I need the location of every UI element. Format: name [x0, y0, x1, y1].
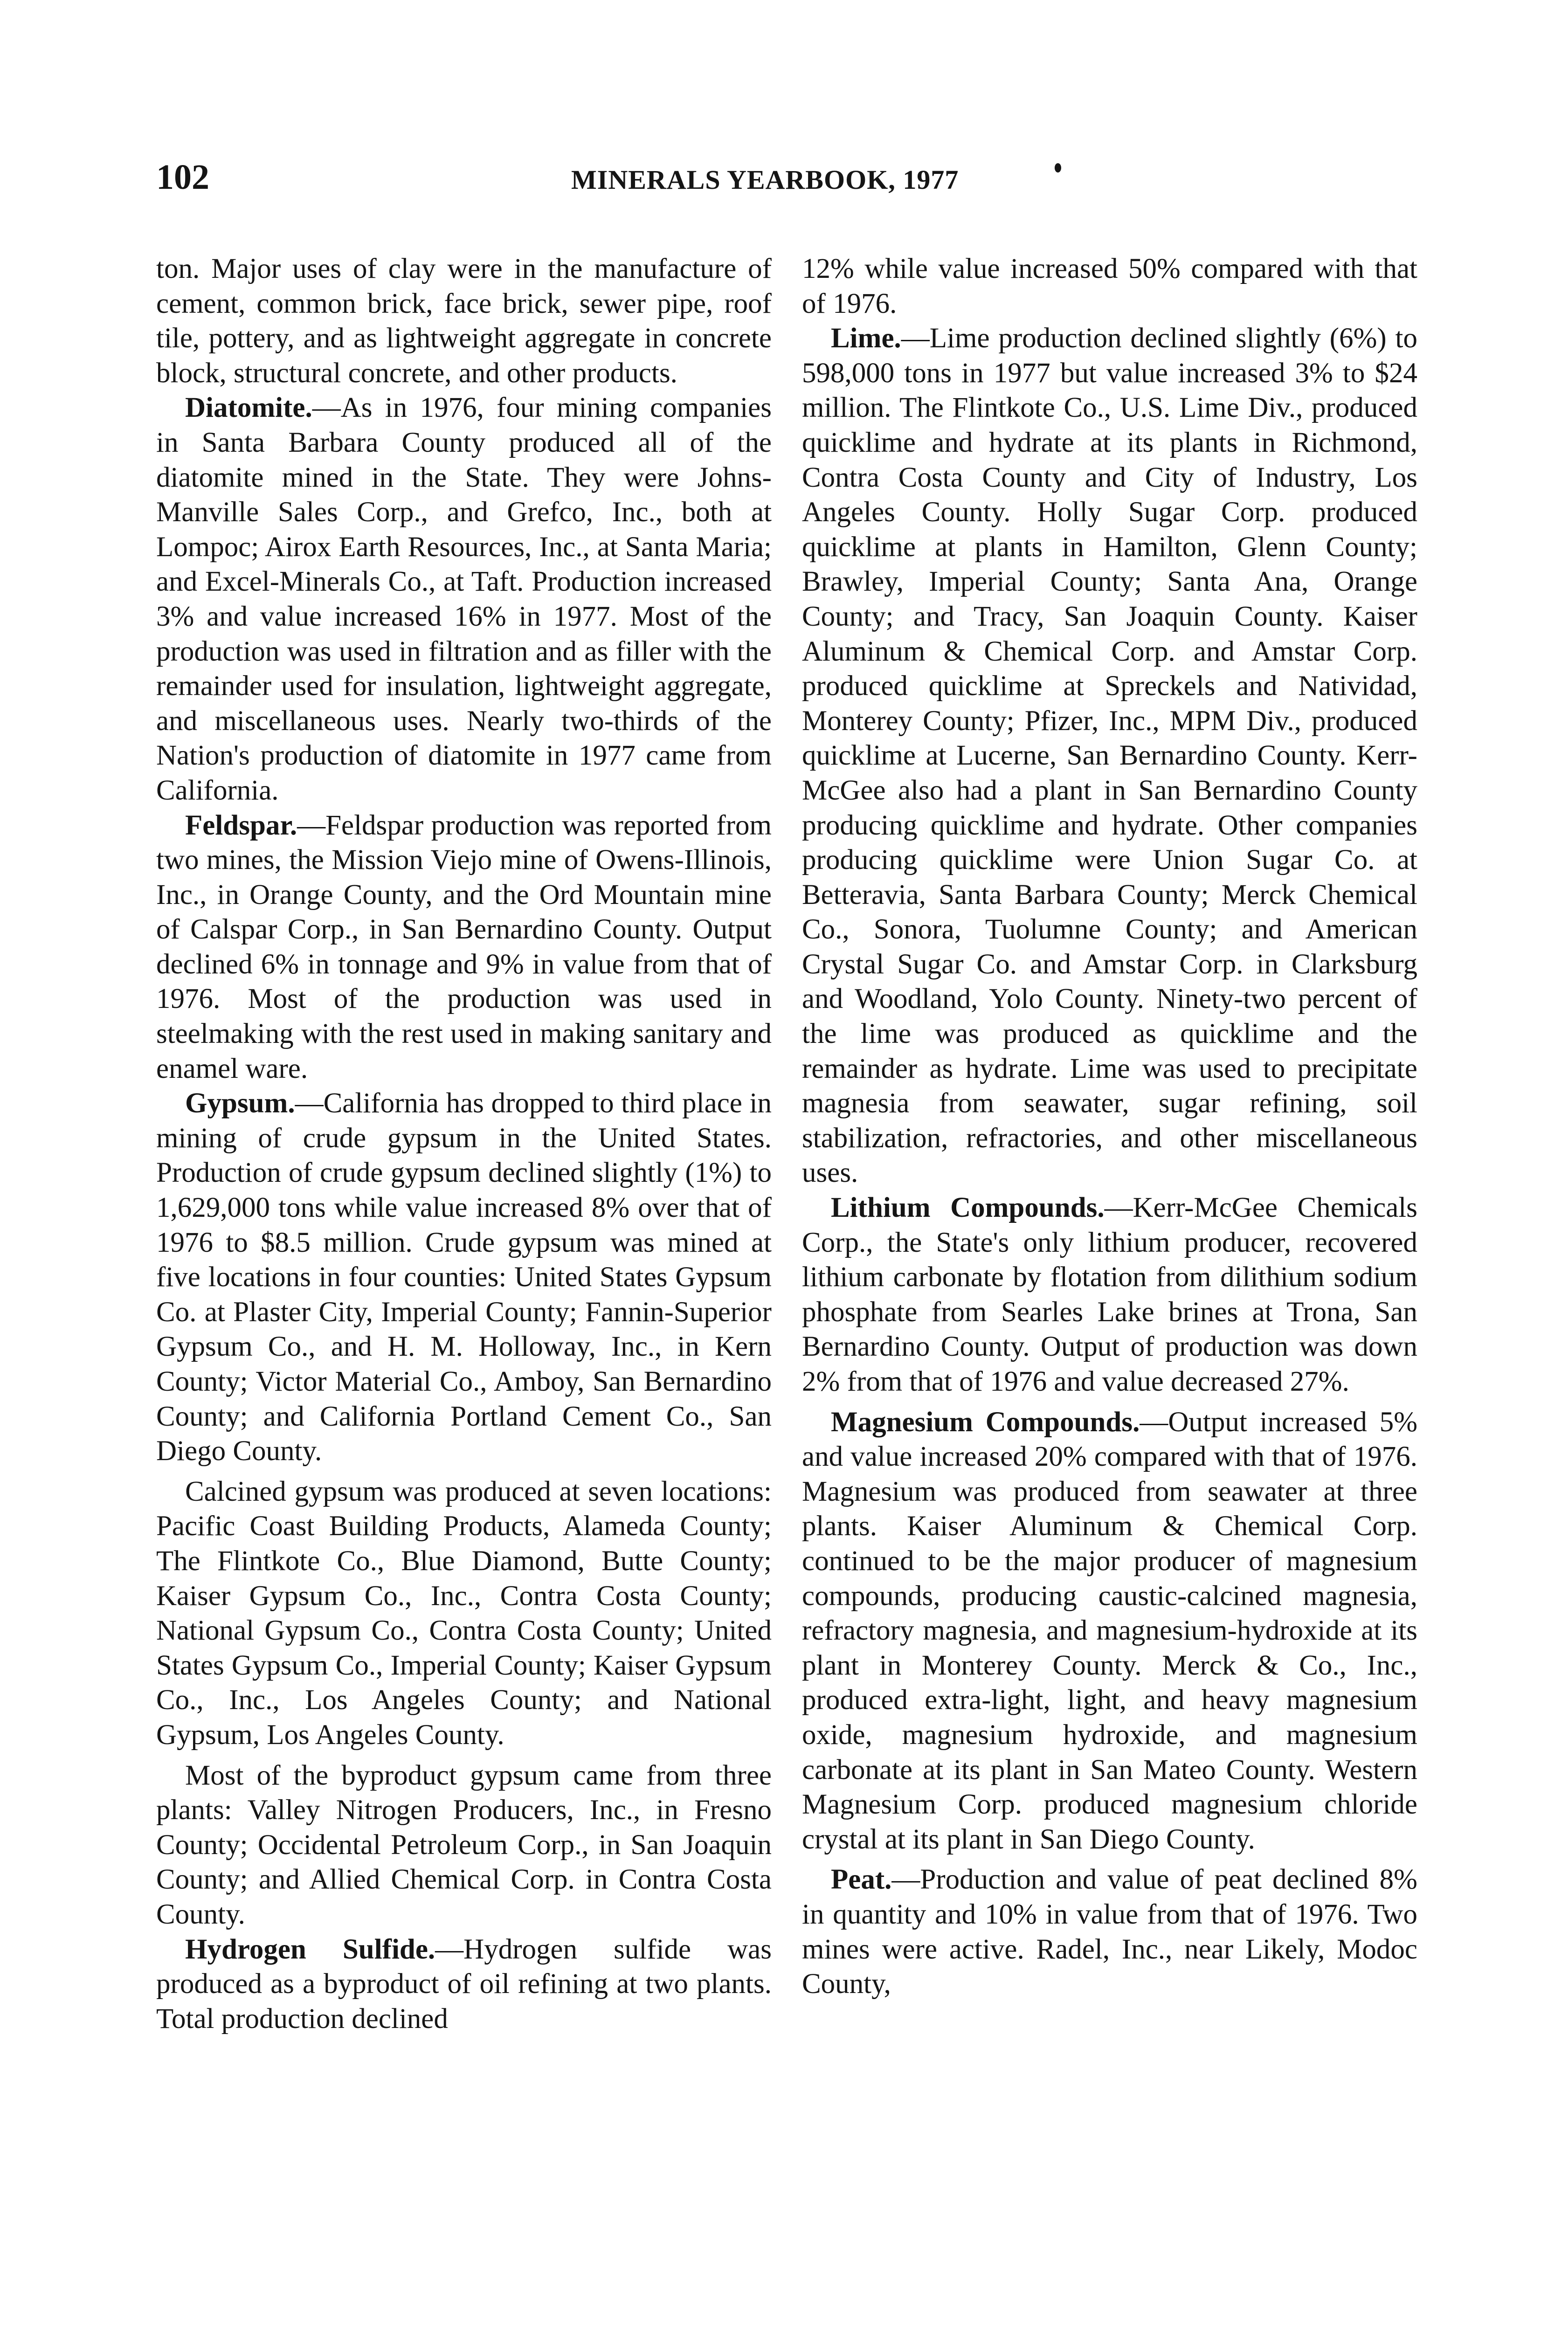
right-column: [802, 252, 1417, 2002]
paragraph-text: 12% while value increased 50% compared with that of 1976.: [802, 253, 1417, 319]
paragraph-text: —California has dropped to third place in mining of crude gypsum in the United States. Production of crude gypsum declined slightly (1%) to 1,629,000 tons while value increased 8% over that of 1976 to $8.5 million. Crude gypsum was mined at five locations in four counties: United States Gypsum Co. at Plaster City, Imperial County; Fannin-Superior Gypsum Co., and H. M. Holloway, Inc., in Kern County; Victor Material Co., Amboy, San Bernardino County; and California Portland Cement Co., San Diego County.: [156, 1088, 772, 1467]
paragraph-diatomite: [156, 391, 772, 808]
paragraph-lime: [802, 321, 1417, 1191]
paragraph-hydrogen-sulfide: [156, 1932, 772, 2037]
paragraph-text: —Production and value of peat declined 8% in quantity and 10% in value from that of 1976. Two mines were active. Radel, Inc., near Likely, Modoc County,: [802, 1864, 1417, 2000]
section-title-magnesium-compounds: Magnesium Compounds.: [831, 1406, 1140, 1438]
paragraph-byproduct-gypsum: [156, 1759, 772, 1932]
paragraph-peat: [802, 1862, 1417, 2001]
section-title-diatomite: Diatomite.: [185, 392, 312, 424]
paragraph-text: —Output increased 5% and value increased 20% compared with that of 1976. Magnesium was produced from seawater at three plants. Kaiser Aluminum & Chemical Corp. continued to be the major producer of magnesium compounds, producing caustic-calcined magnesia, refractory magnesia, and magnesium-hydroxide at its plant in Monterey County. Merck & Co., Inc., produced extra-light, light, and heavy magnesium oxide, magnesium hydroxide, and magnesium carbonate at its plant in San Mateo County. Western Magnesium Corp. produced magnesium chloride crystal at its plant in San Diego County.: [802, 1406, 1418, 1855]
running-title: MINERALS YEARBOOK, 1977: [571, 165, 959, 195]
left-column: [156, 252, 772, 2036]
paragraph-text: —As in 1976, four mining companies in Santa Barbara County produced all of the diatomite mined in the State. They were Johns-Manville Sales Corp., and Grefco, Inc., both at Lompoc; Airox Earth Resources, Inc., at Santa Maria; and Excel-Minerals Co., at Taft. Production increased 3% and value increased 16% in 1977. Most of the production was used in filtration and as filler with the remainder used for insulation, lightweight aggregate, and miscellaneous uses. Nearly two-thirds of the Nation's production of diatomite in 1977 came from California.: [156, 392, 772, 806]
paragraph-feldspar: [156, 808, 772, 1087]
paragraph-clay-continued: [156, 252, 772, 391]
section-title-lime: Lime.: [831, 323, 901, 354]
paragraph-text: —Lime production declined slightly (6%) to 598,000 tons in 1977 but value increased 3% to $24 million. The Flintkote Co., U.S. Lime Div., produced quicklime and hydrate at its plants in Richmond, Contra Costa County and City of Industry, Los Angeles County. Holly Sugar Corp. produced quicklime at plants in Hamilton, Glenn County; Brawley, Imperial County; Santa Ana, Orange County; and Tracy, San Joaquin County. Kaiser Aluminum & Chemical Corp. and Amstar Corp. produced quicklime at Spreckels and Natividad, Monterey County; Pfizer, Inc., MPM Div., produced quicklime at Lucerne, San Bernardino County. Kerr-McGee also had a plant in San Bernardino County producing quicklime and hydrate. Other companies producing quicklime were Union Sugar Co. at Betteravia, Santa Barbara County; Merck Chemical Co., Sonora, Tuolumne County; and American Crystal Sugar Co. and Amstar Corp. in Clarksburg and Woodland, Yolo County. Ninety-two percent of the lime was produced as quicklime and the remainder as hydrate. Lime was used to precipitate magnesia from seawater, sugar refining, soil stabilization, refractories, and other miscellaneous uses.: [802, 323, 1417, 1189]
paragraph-lithium-compounds: [802, 1191, 1417, 1400]
paragraph-hydrogen-sulfide-continued: [802, 252, 1417, 321]
paragraph-text: Calcined gypsum was produced at seven locations: Pacific Coast Building Products, Alameda County; The Flintkote Co., Blue Diamond, Butte County; Kaiser Gypsum Co., Inc., Contra Costa County; National Gypsum Co., Contra Costa County; United States Gypsum Co., Imperial County; Kaiser Gypsum Co., Inc., Los Angeles County; and National Gypsum, Los Angeles County.: [156, 1476, 772, 1751]
section-title-gypsum: Gypsum.: [185, 1088, 295, 1119]
paragraph-text: Most of the byproduct gypsum came from three plants: Valley Nitrogen Producers, Inc., in Fresno County; Occidental Petroleum Corp., in San Joaquin County; and Allied Chemical Corp. in Contra Costa County.: [156, 1759, 772, 1930]
paragraph-gypsum: [156, 1086, 772, 1469]
paragraph-calcined-gypsum: [156, 1475, 772, 1753]
section-title-peat: Peat.: [831, 1864, 892, 1896]
section-title-lithium-compounds: Lithium Compounds.: [831, 1192, 1105, 1224]
paragraph-text: —Kerr-McGee Chemicals Corp., the State's only lithium producer, recovered lithium carbonate by flotation from dilithium sodium phosphate from Searles Lake brines at Trona, San Bernardino County. Output of production was down 2% from that of 1976 and value decreased 27%.: [802, 1192, 1417, 1397]
page-header: [156, 154, 1056, 200]
paragraph-text: ton. Major uses of clay were in the manufacture of cement, common brick, face brick, sewer pipe, roof tile, pottery, and as lightweight aggregate in concrete block, structural concrete, and other products.: [156, 253, 772, 389]
paragraph-text: —Hydrogen sulfide was produced as a byproduct of oil refining at two plants. Total production declined: [156, 1933, 772, 2034]
section-title-hydrogen-sulfide: Hydrogen Sulfide.: [185, 1933, 435, 1965]
section-title-feldspar: Feldspar.: [185, 809, 297, 841]
paragraph-text: —Feldspar production was reported from two mines, the Mission Viejo mine of Owens-Illinois, Inc., in Orange County, and the Ord Mountain mine of Calspar Corp., in San Bernardino County. Output declined 6% in tonnage and 9% in value from that of 1976. Most of the production was used in steelmaking with the rest used in making sanitary and enamel ware.: [156, 809, 772, 1084]
paragraph-magnesium-compounds: [802, 1405, 1417, 1857]
page-number: 102: [156, 158, 209, 197]
